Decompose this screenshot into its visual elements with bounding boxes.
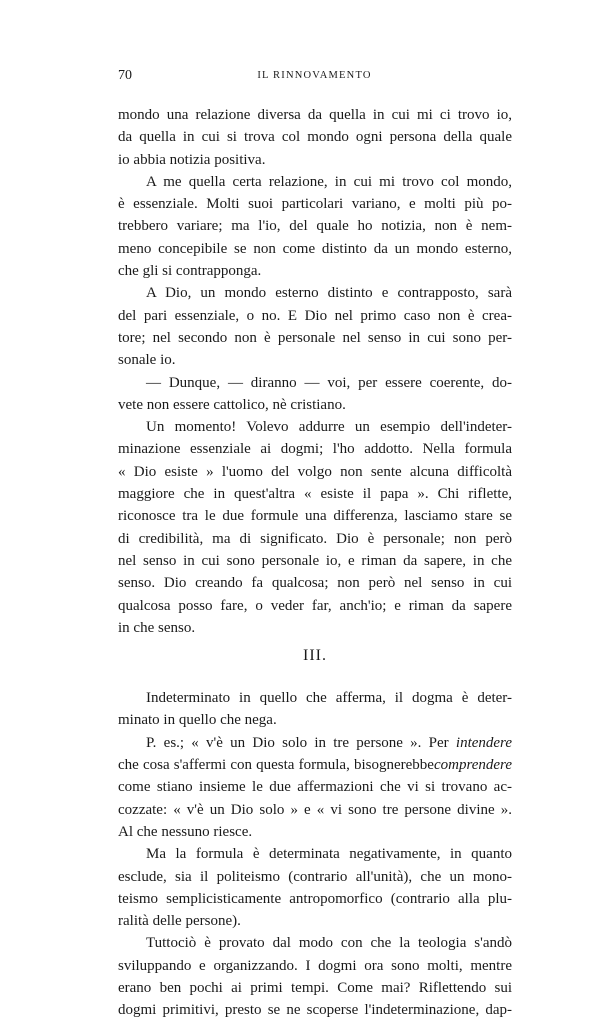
text-line: A Dio, un mondo esterno distinto e contrapposto, sarà: [146, 285, 512, 302]
text-line: qualcosa posso fare, o veder far, anch'io; e riman da sapere: [118, 597, 512, 614]
text-line: mondo una relazione diversa da quella in cui mi ci trovo io,: [118, 107, 512, 123]
text-run: che cosa s'affermi con questa formula, bisognerebbe: [118, 757, 434, 774]
text-line: di credibilità, ma di significato. Dio è personale; non però: [118, 530, 512, 547]
text-line: [118, 754, 512, 776]
text-line: A me quella certa relazione, in cui mi trovo col mondo,: [146, 173, 512, 190]
text-line: minazione essenziale ai dogmi; l'ho addotto. Nella formula: [118, 441, 512, 458]
text-line: minato in quello che nega.: [118, 712, 277, 729]
text-line: esclude, sia il politeismo (contrario all'unità), che un mono-: [118, 868, 512, 885]
text-line: Indeterminato in quello che afferma, il dogma è deter-: [146, 690, 512, 707]
text-line: nel senso in cui sono personale io, e riman da sapere, in che: [118, 552, 512, 569]
text-line: cozzate: « v'è un Dio solo » e « vi sono tre persone divine ».: [118, 801, 512, 818]
text-line: del pari essenziale, o no. E Dio nel primo caso non è crea-: [118, 307, 512, 324]
text-line: senso. Dio creando fa qualcosa; non però nel senso in cui: [118, 575, 512, 592]
text-line: trebbero variare; ma l'io, del quale ho notizia, non è nem-: [118, 218, 512, 235]
text-line: è essenziale. Molti suoi particolari variano, e molti più po-: [118, 196, 512, 213]
text-line: « Dio esiste » l'uomo del volgo non sente alcuna difficoltà: [118, 463, 512, 480]
text-line: dogmi primitivi, presto se ne scoperse l'indeterminazione, dap-: [118, 1002, 512, 1019]
page-header: [118, 68, 511, 88]
section-heading: III.: [303, 647, 327, 665]
text-run: P. es.; « v'è un Dio solo in tre persone ». Per: [146, 734, 449, 751]
page-number: 70: [118, 68, 132, 83]
text-line: Tuttociò è provato dal modo con che la teologia s'andò: [146, 935, 512, 952]
text-line: meno concepibile se non come distinto da un mondo esterno,: [118, 240, 512, 257]
text-line: erano ben pochi ai primi tempi. Come mai? Riflettendo sui: [118, 979, 512, 996]
text-line: da quella in cui si trova col mondo ogni persona della quale: [118, 129, 512, 146]
text-line: come stiano insieme le due affermazioni che vi si trovano ac-: [118, 779, 512, 796]
text-line: sonale io.: [118, 352, 176, 369]
text-line: maggiore che in quest'altra « esiste il papa ». Chi riflette,: [118, 486, 512, 503]
text-line: sviluppando e organizzando. I dogmi ora sono molti, mentre: [118, 957, 512, 974]
running-title: IL RINNOVAMENTO: [257, 70, 372, 81]
italic-word: intendere: [455, 734, 512, 751]
italic-word: comprendere: [433, 757, 512, 774]
text-line: Ma la formula è determinata negativamente, in quanto: [146, 846, 512, 863]
text-line: vete non essere cattolico, nè cristiano.: [118, 396, 346, 413]
text-line: che gli si contrapponga.: [118, 263, 262, 280]
text-line: riconosce tra le due formule una differenza, lasciamo stare se: [118, 508, 512, 525]
body-text: [118, 104, 512, 1022]
text-line: Un momento! Volevo addurre un esempio dell'indeter-: [146, 419, 512, 436]
text-line: io abbia notizia positiva.: [118, 151, 266, 168]
text-line: — Dunque, — diranno — voi, per essere coerente, do-: [146, 374, 512, 391]
text-line: tore; nel secondo non è personale nel senso in cui sono per-: [118, 329, 512, 346]
text-line: in che senso.: [118, 619, 196, 636]
text-line: ralità delle persone).: [118, 913, 241, 930]
text-line: Al che nessuno riesce.: [118, 823, 253, 840]
text-line: teismo semplicisticamente antropomorfico (contrario alla plu-: [118, 890, 512, 907]
text-line: [118, 732, 512, 754]
